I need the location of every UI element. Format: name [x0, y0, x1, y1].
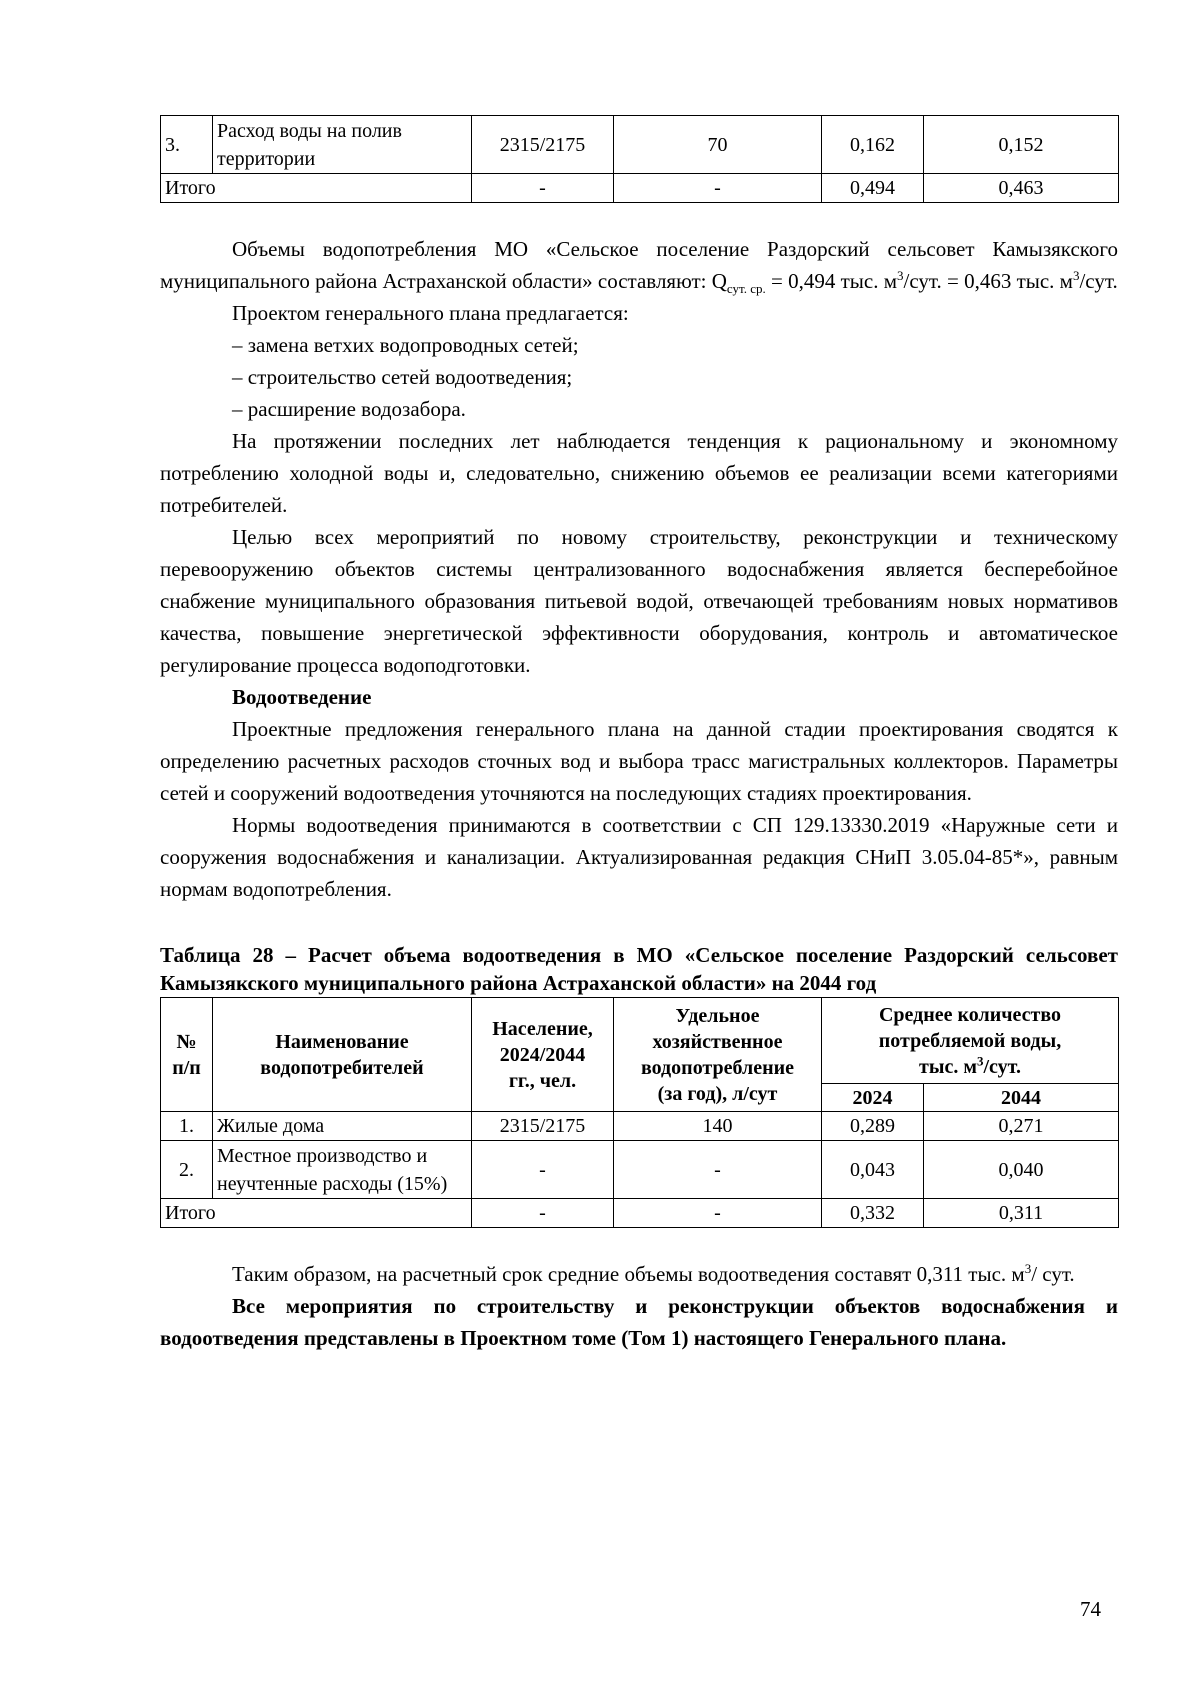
total-population: -	[472, 174, 614, 203]
header-year-2024: 2024	[822, 1084, 924, 1112]
total-label: Итого	[161, 174, 472, 203]
population-cell: 2315/2175	[472, 116, 614, 174]
total-2024: 0,494	[822, 174, 924, 203]
consumer-name	[213, 116, 472, 174]
norm-cell: -	[614, 1141, 822, 1199]
header-year-2044: 2044	[924, 1084, 1119, 1112]
page-number: 74	[1080, 1597, 1101, 1621]
total-population: -	[472, 1199, 614, 1228]
total-2044: 0,311	[924, 1199, 1119, 1228]
table-caption: Таблица 28 – Расчет объема водоотведения в МО «Сельское поселение Раздорский сельсовет Камызякского муниципального района Астраханской области» на 2044 год	[160, 943, 1118, 995]
table-row	[161, 1141, 1119, 1199]
consumer-name	[213, 1141, 472, 1199]
value-2044-cell: 0,271	[924, 1112, 1119, 1141]
paragraph-conclusion: Таким образом, на расчетный срок средние объемы водоотведения составят 0,311 тыс. $м^3/$ сут.	[232, 1261, 1075, 1286]
header-norm: Удельное хозяйственное водопотребление (за год), л/сут	[614, 998, 822, 1112]
table-total-row	[161, 174, 1119, 203]
paragraph-goals: Целью всех мероприятий по новому строительству, реконструкции и техническому перевооружению объектов системы централизованного водоснабжения является бесперебойное снабжение муниципального образования питьевой водой, отвечающей требованиям новых нормативов качества, повышение энергетической эффективности оборудования, контроль и автоматическое регулирование процесса водоподготовки.	[160, 525, 1118, 677]
paragraph-bold-note: Все мероприятия по строительству и реконструкции объектов водоснабжения и водоотведения представлены в Проектном томе (Том 1) настоящего Генерального плана.	[160, 1294, 1118, 1350]
consumer-name: Жилые дома	[213, 1112, 472, 1141]
consumer-name-line: Расход воды на полив	[217, 119, 402, 142]
norm-cell: 70	[614, 116, 822, 174]
total-norm: -	[614, 1199, 822, 1228]
total-label: Итого	[161, 1199, 472, 1228]
consumer-name-line: территории	[217, 147, 316, 170]
norm-cell: 140	[614, 1112, 822, 1141]
paragraph-trend: На протяжении последних лет наблюдается тенденция к рациональному и экономному потреблению холодной воды и, следовательно, снижению объемов ее реализации всеми категориями потребителей.	[160, 429, 1118, 517]
table-total-row	[161, 1199, 1119, 1228]
section-heading: Водоотведение	[232, 685, 372, 709]
header-average: Среднее количество потребляемой воды, тыс. $м^3$/сут.	[822, 998, 1119, 1084]
water-consumption-table-continuation	[160, 115, 1119, 203]
document-page	[160, 115, 1118, 1354]
header-consumer-name: Наименование водопотребителей	[213, 998, 472, 1112]
value-2044-cell: 0,152	[924, 116, 1119, 174]
value-2024-cell: 0,289	[822, 1112, 924, 1141]
paragraph-consumption-volumes: Объемы водопотребления МО «Сельское поселение Раздорский сельсовет Камызякского муниципального района Астраханской области» составляют: $Q_{сут. ср.} = 0,494$ тыс. $м^3$/сут. = 0,463 тыс. $м^3$/сут.	[160, 237, 1118, 297]
table-row	[161, 116, 1119, 174]
list-item: – замена ветхих водопроводных сетей;	[232, 333, 579, 357]
header-number: № п/п	[161, 998, 213, 1112]
consumer-name-line: Местное производство и	[217, 1144, 428, 1167]
population-cell: -	[472, 1141, 614, 1199]
paragraph-design-proposals: Проектные предложения генерального плана на данной стадии проектирования сводятся к определению расчетных расходов сточных вод и выбора трасс магистральных коллекторов. Параметры сетей и сооружений водоотведения уточняются на последующих стадиях проектирования.	[160, 717, 1118, 805]
total-2044: 0,463	[924, 174, 1119, 203]
row-number: 2.	[161, 1141, 213, 1199]
table-row	[161, 1112, 1119, 1141]
paragraph-proposals-intro: Проектом генерального плана предлагается:	[232, 301, 629, 325]
value-2024-cell: 0,043	[822, 1141, 924, 1199]
row-number: 1.	[161, 1112, 213, 1141]
row-number: 3.	[161, 116, 213, 174]
value-2024-cell: 0,162	[822, 116, 924, 174]
list-item: – строительство сетей водоотведения;	[232, 365, 573, 389]
wastewater-table	[160, 997, 1119, 1228]
total-2024: 0,332	[822, 1199, 924, 1228]
q-subscript: сут. ср.	[726, 281, 766, 297]
population-cell: 2315/2175	[472, 1112, 614, 1141]
total-norm: -	[614, 174, 822, 203]
value-2044-cell: 0,040	[924, 1141, 1119, 1199]
consumer-name-line: неучтенные расходы (15%)	[217, 1172, 448, 1195]
table-header-row	[161, 998, 1119, 1084]
header-population: Население, 2024/2044 гг., чел.	[472, 998, 614, 1112]
paragraph-norms: Нормы водоотведения принимаются в соответствии с СП 129.13330.2019 «Наружные сети и сооружения водоснабжения и канализации. Актуализированная редакция СНиП 3.05.04-85*», равным нормам водопотребления.	[160, 813, 1118, 901]
list-item: – расширение водозабора.	[232, 397, 466, 421]
